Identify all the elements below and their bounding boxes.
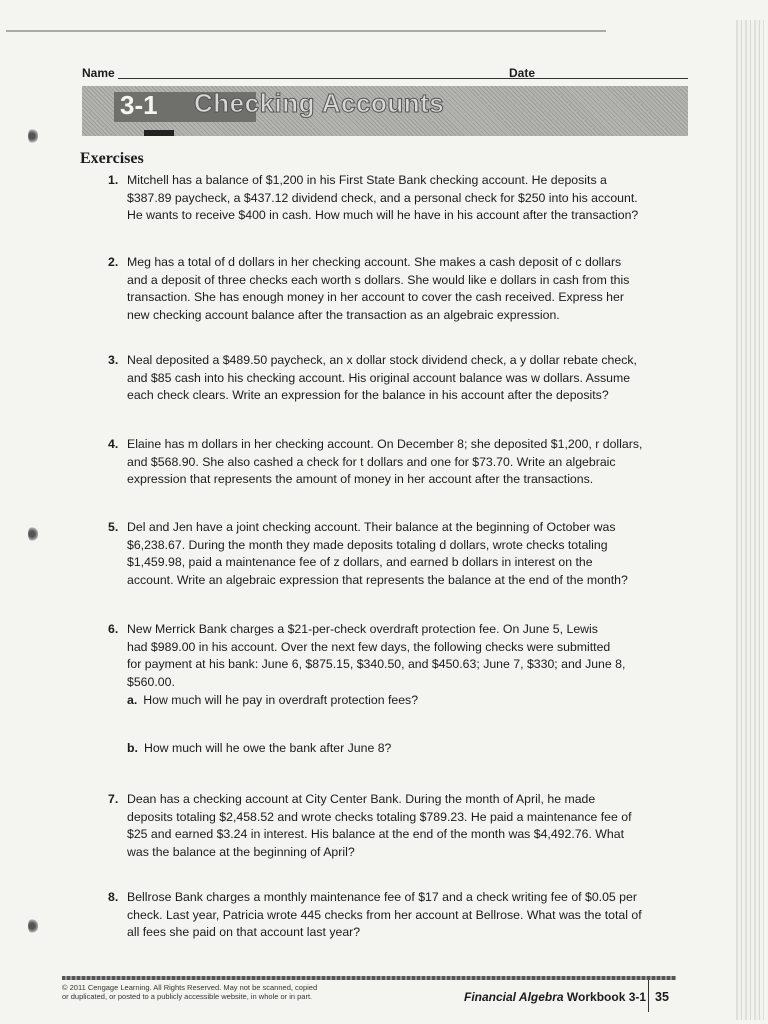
problem-line: He wants to receive $400 in cash. How much will he have in his account after the transaction? <box>127 208 639 222</box>
problem-line: $25 and earned $3.24 in interest. His balance at the end of the month was $4,492.76. What <box>127 827 624 841</box>
problem-text <box>127 621 678 691</box>
exercise-problem <box>108 172 678 225</box>
problem-line: expression that represents the amount of money in her account after the transactions. <box>127 472 594 486</box>
exercise-problem <box>108 352 678 405</box>
problem-number: 1. <box>108 173 119 187</box>
problem-number: 5. <box>108 520 119 534</box>
problem-line: deposits totaling $2,458.52 and wrote checks totaling $789.23. He paid a maintenance fee of <box>127 809 632 824</box>
sub-text: How much will he pay in overdraft protection fees? <box>143 693 419 707</box>
exercise-problem <box>108 889 678 942</box>
problem-number: 6. <box>108 622 119 636</box>
problem-6a <box>127 692 687 710</box>
punch-hole-mark <box>28 918 38 934</box>
problem-text <box>127 436 678 489</box>
exercises-heading: Exercises <box>80 150 144 167</box>
punch-hole-mark <box>28 128 38 144</box>
problem-line: Neal deposited a $489.50 paycheck, an x dollar stock dividend check, a y dollar rebate check, <box>127 353 637 367</box>
problem-line: Dean has a checking account at City Center Bank. During the month of April, he made <box>127 792 596 806</box>
exercise-problem <box>108 519 678 589</box>
problem-line: Del and Jen have a joint checking account. Their balance at the beginning of October was <box>127 520 616 534</box>
problem-number: 7. <box>108 792 119 806</box>
problem-line: $387.89 paycheck, a $437.12 dividend check, and a personal check for $250 into his account. <box>127 190 638 205</box>
problem-line: for payment at his bank: June 6, $875.15, $340.50, and $450.63; June 7, $330; and June 8, <box>127 657 626 671</box>
problem-line: had $989.00 in his account. Over the next few days, the following checks were submitted <box>127 639 611 654</box>
name-label: Name <box>82 66 115 80</box>
copyright-line: or duplicated, or posted to a publicly accessible website, in whole or in part. <box>62 992 313 1001</box>
problem-text <box>127 254 678 324</box>
problem-line: Elaine has m dollars in her checking account. On December 8; she deposited $1,200, r dollars, <box>127 437 643 451</box>
sub-label: b. <box>127 741 138 755</box>
workbook-title <box>464 990 646 1004</box>
problem-line: $560.00. <box>127 674 175 689</box>
problem-line: all fees she paid on that account last year? <box>127 925 361 939</box>
problem-line: New Merrick Bank charges a $21-per-check overdraft protection fee. On June 5, Lewis <box>127 622 598 636</box>
problem-number: 2. <box>108 255 119 269</box>
lesson-banner <box>82 86 688 136</box>
problem-line: check. Last year, Patricia wrote 445 checks from her account at Bellrose. What was the total of <box>127 907 642 922</box>
exercise-problem <box>108 254 678 324</box>
date-label: Date <box>509 66 536 80</box>
problem-line: account. Write an algebraic expression that represents the balance at the end of the month? <box>127 572 628 587</box>
date-field-line[interactable] <box>537 78 688 79</box>
scan-top-line <box>6 30 606 32</box>
problem-number: 3. <box>108 353 119 367</box>
problem-line: and a deposit of three checks each worth s dollars. She would like e dollars in cash from this <box>127 272 630 287</box>
exercise-problem <box>108 621 678 691</box>
problem-text <box>127 352 678 405</box>
copyright-notice <box>62 983 362 1001</box>
problem-text <box>127 889 678 942</box>
problem-text <box>127 791 678 861</box>
banner-notch <box>144 130 174 136</box>
problem-number: 4. <box>108 437 119 451</box>
book-name: Financial Algebra <box>464 990 564 1004</box>
problem-text <box>127 519 678 589</box>
exercise-problem <box>108 791 678 861</box>
exercise-problem <box>108 436 678 489</box>
problem-line: each check clears. Write an expression for the balance in his account after the deposits? <box>127 388 609 402</box>
problem-line: new checking account balance after the transaction as an algebraic expression. <box>127 307 560 322</box>
copyright-line: © 2011 Cengage Learning. All Rights Reserved. May not be scanned, copied <box>62 983 318 992</box>
problem-line: Mitchell has a balance of $1,200 in his First State Bank checking account. He deposits a <box>127 173 607 187</box>
problem-line: $6,238.67. During the month they made deposits totaling d dollars, wrote checks totaling <box>127 537 608 552</box>
page-number: 35 <box>655 990 669 1004</box>
problem-line: $1,459.98, paid a maintenance fee of z dollars, and earned b dollars in interest on the <box>127 555 593 569</box>
workbook-section: Workbook 3-1 <box>563 990 647 1004</box>
punch-hole-mark <box>28 526 38 542</box>
problem-line: was the balance at the beginning of April? <box>127 844 355 859</box>
problem-6b <box>127 740 687 758</box>
sub-label: a. <box>127 693 138 707</box>
footer-rule <box>62 976 676 980</box>
problem-line: transaction. She has enough money in her account to cover the cash received. Express her <box>127 290 624 304</box>
problem-number: 8. <box>108 890 119 904</box>
lesson-number: 3-1 <box>120 90 158 120</box>
lesson-title: Checking Accounts <box>194 88 445 118</box>
problem-line: and $85 cash into his checking account. His original account balance was w dollars. Assume <box>127 370 631 385</box>
problem-line: Bellrose Bank charges a monthly maintenance fee of $17 and a check writing fee of $0.05 per <box>127 890 637 904</box>
problem-text <box>127 172 678 225</box>
problem-line: Meg has a total of d dollars in her checking account. She makes a cash deposit of c dollars <box>127 255 622 269</box>
sub-text: How much will he owe the bank after June 8? <box>143 741 392 755</box>
problem-line: and $568.90. She also cashed a check for t dollars and one for $73.70. Write an algebraic <box>127 454 616 469</box>
scan-binding-edge <box>736 20 764 1020</box>
